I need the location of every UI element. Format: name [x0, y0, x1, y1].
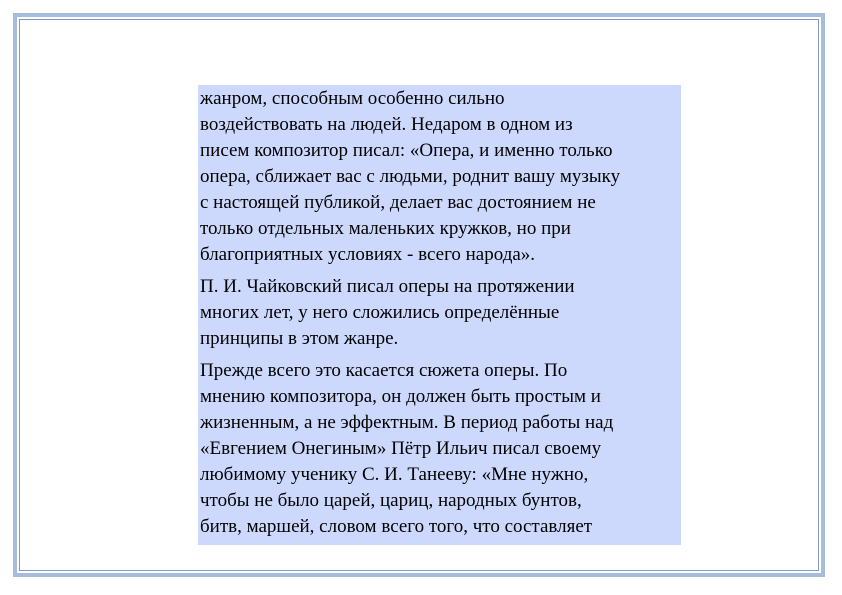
text-line: с настоящей публикой, делает вас достоянием не — [200, 192, 596, 213]
text-line: принципы в этом жанре. — [200, 328, 399, 349]
text-line: благоприятных условиях - всего народа». — [200, 244, 536, 265]
text-line: жизненным, а не эффектным. В период работы над — [200, 412, 614, 433]
text-line: «Евгением Онегиным» Пётр Ильич писал своему — [200, 438, 602, 459]
text-line: любимому ученику С. И. Танееву: «Мне нужно, — [200, 464, 589, 485]
text-line: только отдельных маленьких кружков, но при — [200, 218, 571, 239]
paragraph-1 — [200, 86, 679, 268]
text-line: опера, сближает вас с людьми, роднит вашу музыку — [200, 166, 621, 187]
text-line: многих лет, у него сложились определённые — [200, 302, 560, 323]
text-line: жанром, способным особенно сильно — [200, 88, 505, 109]
paragraph-2 — [200, 274, 679, 352]
text-line: битв, маршей, словом всего того, что составляет — [200, 516, 593, 537]
text-line: мнению композитора, он должен быть простым и — [200, 386, 601, 407]
text-line: чтобы не было царей, цариц, народных бунтов, — [200, 490, 582, 511]
text-line: Прежде всего это касается сюжета оперы. По — [200, 360, 568, 381]
paragraph-3 — [200, 358, 679, 540]
text-line: воздействовать на людей. Недаром в одном из — [200, 114, 573, 135]
text-line: П. И. Чайковский писал оперы на протяжении — [200, 276, 575, 297]
text-line: писем композитор писал: «Опера, и именно только — [200, 140, 613, 161]
text-box — [198, 85, 681, 545]
